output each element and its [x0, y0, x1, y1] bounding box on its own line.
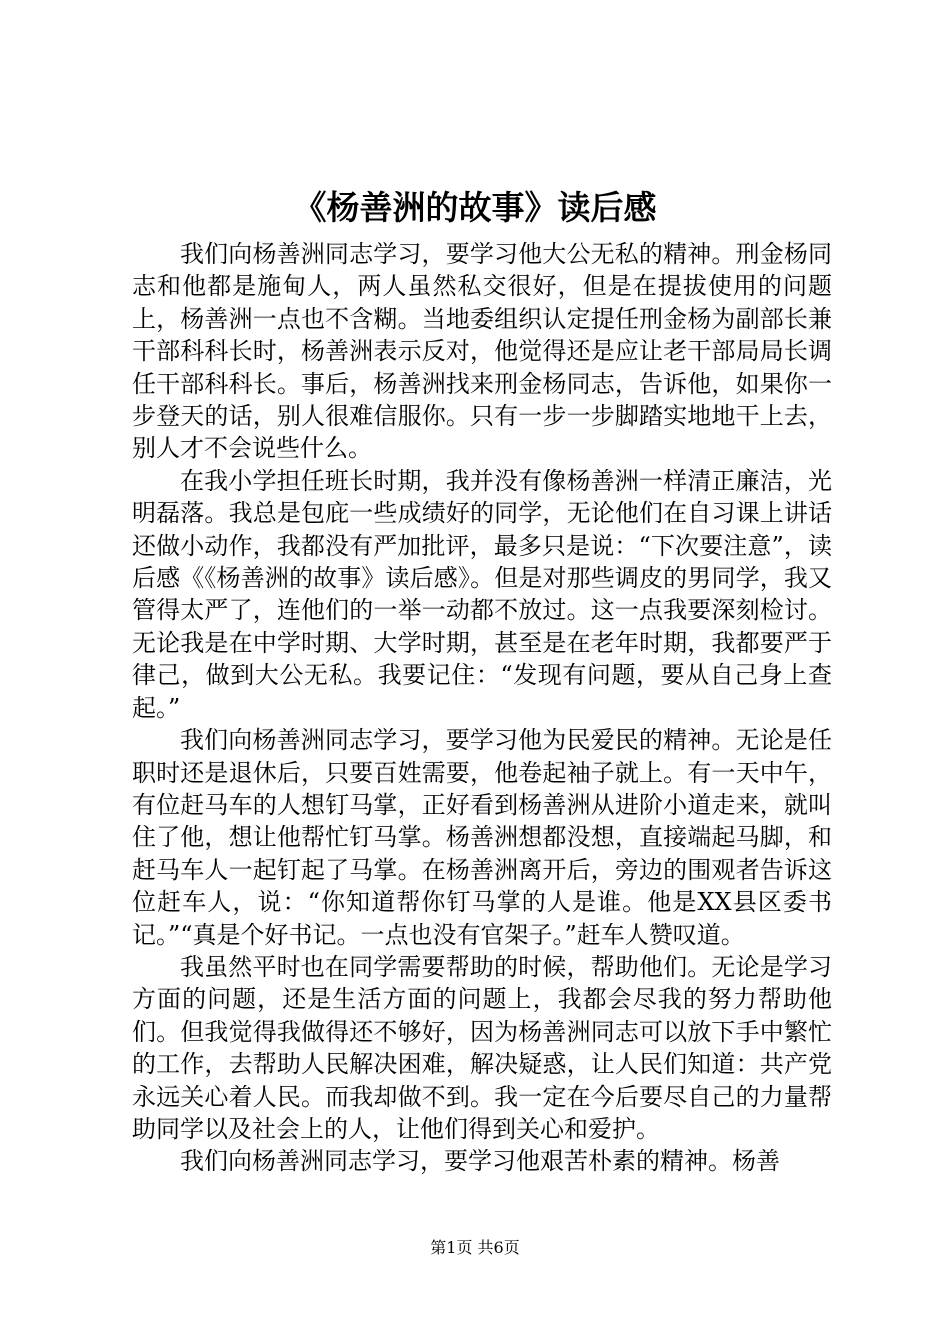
- paragraph-1: 我们向杨善洲同志学习，要学习他大公无私的精神。刑金杨同志和他都是施甸人，两人虽然私交很好，但是在提拔使用的问题上，杨善洲一点也不含糊。当地委组织认定提任刑金杨为副部长兼干部科科长时，杨善洲表示反对，他觉得还是应让老干部局局长调任干部科科长。事后，杨善洲找来刑金杨同志，告诉他，如果你一步登天的话，别人很难信服你。只有一步一步脚踏实地地干上去，别人才不会说些什么。: [132, 240, 832, 463]
- page-number-footer: 第1页 共6页: [430, 1238, 520, 1257]
- document-title: 《杨善洲的故事》读后感: [293, 188, 657, 227]
- document-body: [132, 238, 832, 1178]
- paragraph-3: 我们向杨善洲同志学习，要学习他为民爱民的精神。无论是任职时还是退休后，只要百姓需要，他卷起袖子就上。有一天中午，有位赶马车的人想钉马掌，正好看到杨善洲从进阶小道走来，就叫住了他，想让他帮忙钉马掌。杨善洲想都没想，直接端起马脚，和赶马车人一起钉起了马掌。在杨善洲离开后，旁边的围观者告诉这位赶车人，说：“你知道帮你钉马掌的人是谁。他是XX县区委书记。”“真是个好书记。一点也没有官架子。”赶车人赞叹道。: [132, 726, 832, 949]
- paragraph-4: 我虽然平时也在同学需要帮助的时候，帮助他们。无论是学习方面的问题，还是生活方面的问题上，我都会尽我的努力帮助他们。但我觉得我做得还不够好，因为杨善洲同志可以放下手中繁忙的工作，去帮助人民解决困难，解决疑惑，让人民们知道：共产党永远关心着人民。而我却做不到。我一定在今后要尽自己的力量帮助同学以及社会上的人，让他们得到关心和爱护。: [132, 952, 832, 1143]
- paragraph-2: 在我小学担任班长时期，我并没有像杨善洲一样清正廉洁，光明磊落。我总是包庇一些成绩好的同学，无论他们在自习课上讲话还做小动作，我都没有严加批评，最多只是说：“下次要注意”，读后感《《杨善洲的故事》读后感》。但是对那些调皮的男同学，我又管得太严了，连他们的一举一动都不放过。这一点我要深刻检讨。无论我是在中学时期、大学时期，甚至是在老年时期，我都要严于律己，做到大公无私。我要记住：“发现有问题，要从自己身上查起。”: [132, 466, 832, 722]
- paragraph-5: 我们向杨善洲同志学习，要学习他艰苦朴素的精神。杨善: [180, 1147, 780, 1176]
